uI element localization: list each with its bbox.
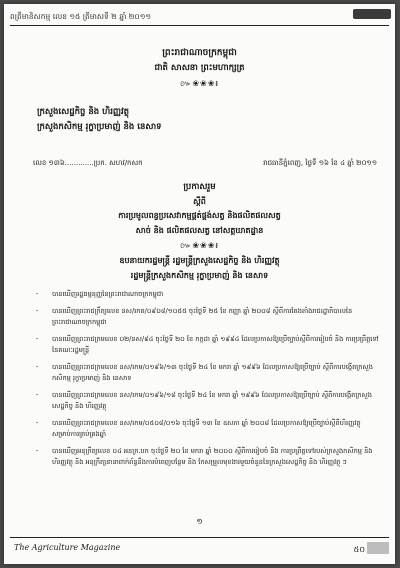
list-bullet: - (36, 307, 39, 315)
list-item-text: បានឃើញព្រះរាជក្រមលេខ នស/រកម/០១៩៦/១៨ ចុះថ្ងៃទី ២៤ ខែ មករា ឆ្នាំ ១៩៩៦ ដែលប្រកាសឱ្យប្រើច្បាប់ ស្តីពីការបង្កើតក្រសួងសេដ្ឋកិច្ច និង ហិរញ្ញវត្ថុ (52, 391, 372, 410)
list-bullet: - (36, 335, 39, 343)
document-about: ស្តីពី (193, 197, 206, 206)
list-bullet: - (36, 363, 39, 371)
document-page (4, 4, 395, 564)
list-item (36, 390, 379, 412)
list-item (36, 418, 379, 440)
list-item-text: បានឃើញព្រះរាជក្រមលេខ ០២/នស/៩៤ ចុះថ្ងៃទី ២០ ខែ កក្កដា ឆ្នាំ ១៩៩៤ ដែលប្រកាសឱ្យប្រើច្បាប់ស្តីពីការរៀបចំ និង ការប្រព្រឹត្តទៅនៃគណៈរដ្ឋមន្ត្រី (52, 335, 379, 354)
document-subject-line1: ការប្រមូលពន្ធប្រសេវាកម្មផ្គត់ផ្គង់សត្វ និងផលិតផលសត្វ (118, 211, 281, 220)
letterhead-ornament: ៚❀❀❀៛ (180, 79, 219, 88)
list-item-text: បានឃើញព្រះរាជក្រមលេខ នស/រកម/០៥០៨/០១៦ ចុះថ្ងៃទី ១៣ ខែ ឧសភា ឆ្នាំ ២០០៨ ដែលប្រកាសឱ្យប្រើច្បាប់ស្តីពីហិរញ្ញវត្ថុសម្រាប់ការគ្រប់គ្រងឆ្នាំ (52, 419, 361, 438)
list-bullet: - (36, 447, 39, 455)
magazine-title: The Agriculture Magazine (14, 543, 121, 552)
folio-tab (367, 542, 389, 554)
ministry-agriculture: ក្រសួងកសិកម្ម រុក្ខាប្រមាញ់ និង នេសាទ (37, 122, 162, 132)
running-head: ពត្រឹមានិសកម្ម លេខ ១៥ ត្រីមាសទី ២ ឆ្នាំ ២០១១ (10, 12, 152, 21)
ministry-economy-finance: ក្រសួងសេដ្ឋកិច្ច និង ហិរញ្ញវត្ថុ (37, 107, 130, 117)
list-item (36, 306, 379, 328)
list-bullet: - (36, 290, 39, 298)
reference-number: លេខ ១៣៦.............ប្រក. សហវ/កសក (33, 159, 143, 167)
list-item (36, 446, 379, 468)
reference-date: រាជធានីភ្នំពេញ, ថ្ងៃទី ១៦ ខែ ៤ ឆ្នាំ ២០១១ (263, 159, 377, 167)
list-item-text: បានឃើញព្រះរាជក្រឹត្យលេខ នស/រកត/០៩០៨/១០៥៥ ចុះថ្ងៃទី ២៥ ខែ កញ្ញា ឆ្នាំ ២០០៨ ស្តីពីការតែងតាំងរាជរដ្ឋាភិបាលនៃព្រះរាជាណាចក្រកម្ពុជា (52, 307, 353, 326)
national-motto: ជាតិ សាសនា ព្រះមហាក្សត្រ (154, 63, 245, 73)
list-item-text: បានឃើញព្រះរាជក្រមលេខ នស/រកម/០១៩៦/១៣ ចុះថ្ងៃទី ២៤ ខែ មករា ឆ្នាំ ១៩៩៦ ដែលប្រកាសឱ្យប្រើច្បាប់ ស្តីពីការបង្កើតក្រសួងកសិកម្ម រុក្ខាប្រមាញ់ និង នេសាទ (52, 363, 373, 382)
title-ornament: ៚❀❀❀៛ (180, 241, 219, 250)
issuer-line1: ឧបនាយករដ្ឋមន្ត្រី រដ្ឋមន្ត្រីក្រសួងសេដ្ឋកិច្ច និង ហិរញ្ញវត្ថុ (119, 256, 280, 265)
folio-number: ៥០ (353, 545, 365, 554)
list-item-text: បានឃើញអនុក្រឹត្យលេខ ០៤ អនក្រ.បក ចុះថ្ងៃទី ២០ ខែ មករា ឆ្នាំ ២០០០ ស្តីពីការរៀបចំ និង ការប្រព្រឹត្តទៅរបស់ក្រសួងកសិកម្ម និង ហិរញ្ញវត្ថុ និង អនុក្រឹត្យនានាពាក់ព័ន្ធនឹងការបំពេញបន្ថែម និង កែសម្រួលមុខងារមួយចំនួននៃក្រសួងសេដ្ឋកិច្ច និង ហិរញ្ញវត្ថុ ៗ (52, 447, 373, 466)
list-item (36, 289, 379, 300)
list-bullet: - (36, 419, 39, 427)
list-item (36, 362, 379, 384)
header-rule (10, 25, 389, 26)
kingdom-heading: ព្រះរាជាណាចក្រកម្ពុជា (162, 48, 237, 58)
footer-rule (10, 537, 389, 538)
list-bullet: - (36, 391, 39, 399)
legal-basis-list (36, 289, 379, 474)
issuer-line2: រដ្ឋមន្ត្រីក្រសួងកសិកម្ម រុក្ខាប្រមាញ់ និង នេសាទ (130, 271, 269, 280)
list-item-text: បានឃើញរដ្ឋធម្មនុញ្ញនៃព្រះរាជាណាចក្រកម្ពុជា (52, 290, 164, 298)
page-number: ១ (196, 517, 203, 526)
corner-tab (353, 9, 391, 19)
document-title: ប្រកាសរួម (183, 182, 216, 192)
list-item (36, 334, 379, 356)
document-subject-line2: សាច់ និង ផលិតផលសត្វ នៅសត្តឃាតដ្ឋាន (135, 226, 264, 235)
